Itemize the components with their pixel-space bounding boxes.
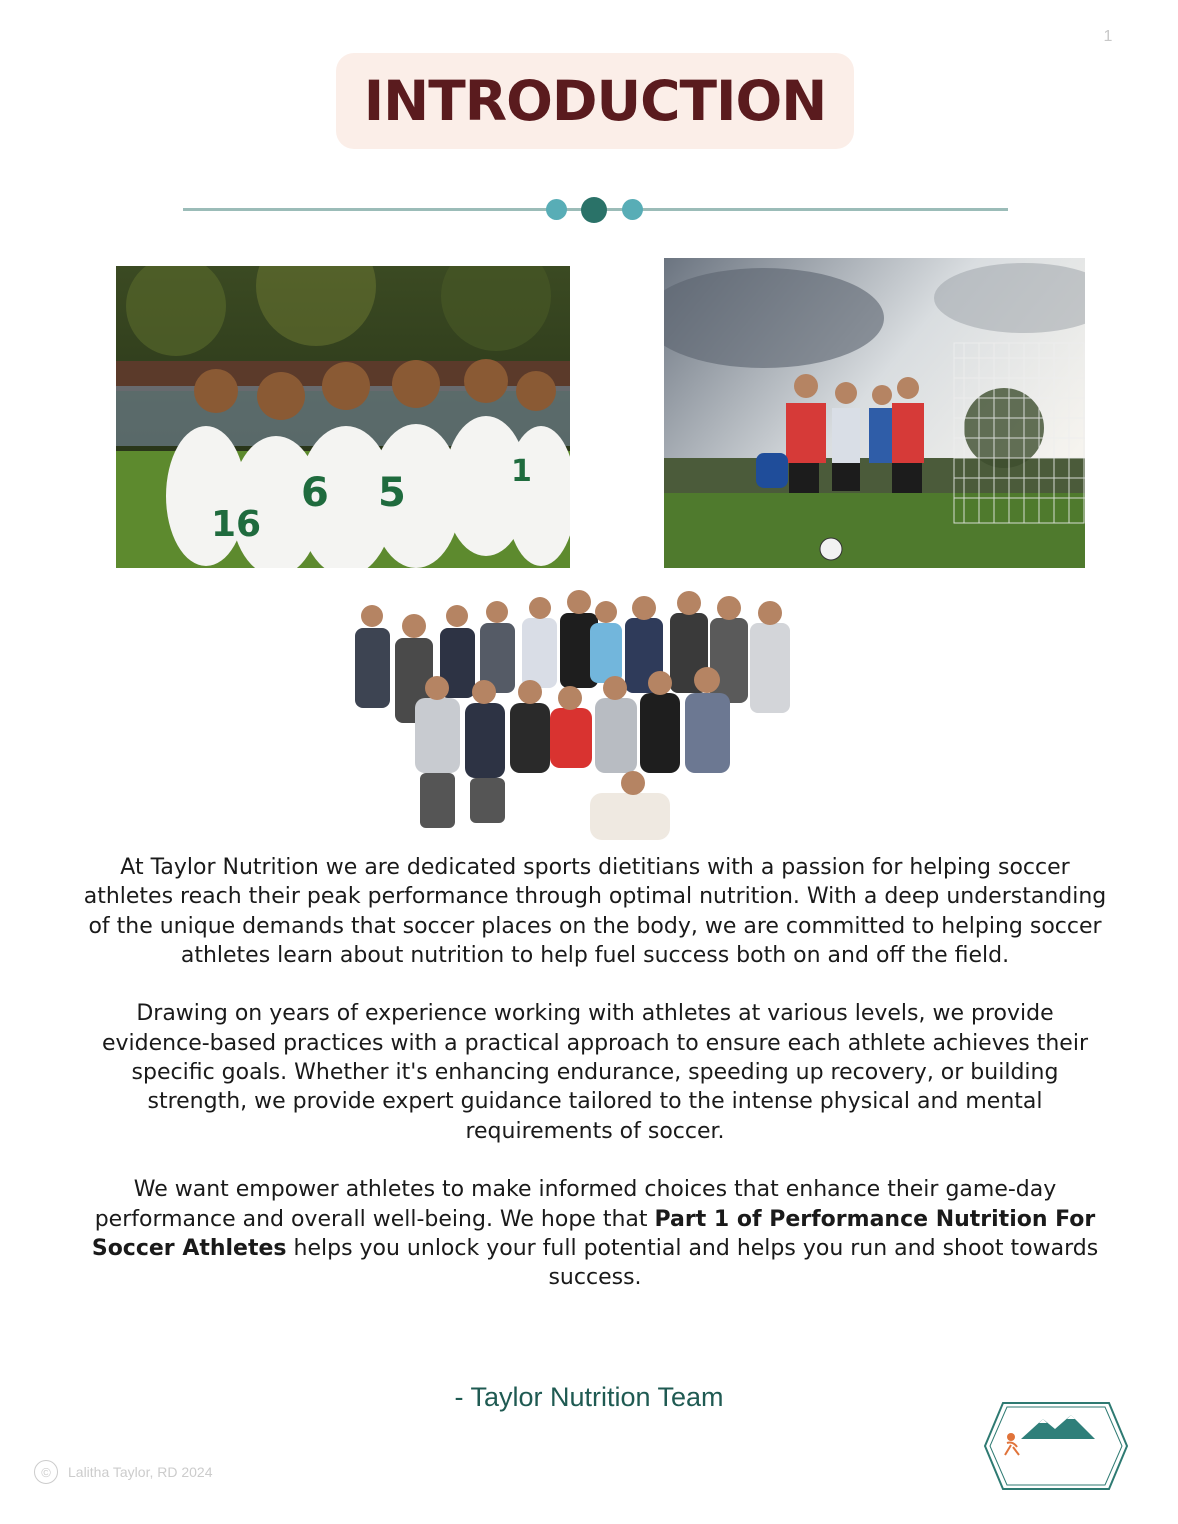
paragraph-3 bbox=[80, 1175, 1110, 1292]
group-photo bbox=[350, 588, 806, 840]
copyright-notice bbox=[34, 1460, 213, 1484]
players-at-goal-photo bbox=[664, 258, 1085, 568]
svg-text:16: 16 bbox=[211, 504, 262, 545]
copyright-icon: © bbox=[34, 1460, 58, 1484]
title-banner bbox=[336, 53, 854, 149]
team-huddle-photo bbox=[116, 266, 570, 568]
page-title: INTRODUCTION bbox=[363, 69, 827, 133]
introduction-body bbox=[80, 853, 1110, 1322]
svg-text:5: 5 bbox=[378, 470, 406, 516]
paragraph-3-end: helps you unlock your full potential and helps you run and shoot towards success. bbox=[286, 1235, 1099, 1291]
team-signature: - Taylor Nutrition Team bbox=[454, 1382, 724, 1412]
paragraph-3-start: We want empower athletes to make informed choices that enhance their game-day performance and overall well-being. We hope that bbox=[94, 1177, 1057, 1232]
svg-text:1: 1 bbox=[511, 454, 532, 489]
paragraph-2: Drawing on years of experience working with athletes at various levels, we provide evidence-based practices with a practical approach to ensure each athlete achieves their specific goals. Whether it's enhancing endurance, speeding up recovery, or building strength, we provide expert guidance tailored to the intense physical and mental requirements of soccer. bbox=[102, 1001, 1088, 1144]
divider-dot-right bbox=[622, 199, 643, 220]
page-number: 1 bbox=[1103, 28, 1113, 45]
taylor-nutrition-logo bbox=[983, 1401, 1129, 1491]
copyright-text: Lalitha Taylor, RD 2024 bbox=[68, 1464, 213, 1480]
paragraph-1: At Taylor Nutrition we are dedicated sports dietitians with a passion for helping soccer athletes reach their peak performance through optimal nutrition. With a deep understanding of the unique demands that soccer places on the body, we are committed to helping soccer athletes learn about nutrition to help fuel success both on and off the field. bbox=[83, 855, 1107, 968]
guide-title-bold: Part 1 of Performance Nutrition For Soccer Athletes bbox=[91, 1206, 1096, 1261]
svg-text:6: 6 bbox=[301, 470, 329, 516]
divider-dot-left bbox=[546, 199, 567, 220]
divider-dot-center bbox=[581, 197, 607, 223]
